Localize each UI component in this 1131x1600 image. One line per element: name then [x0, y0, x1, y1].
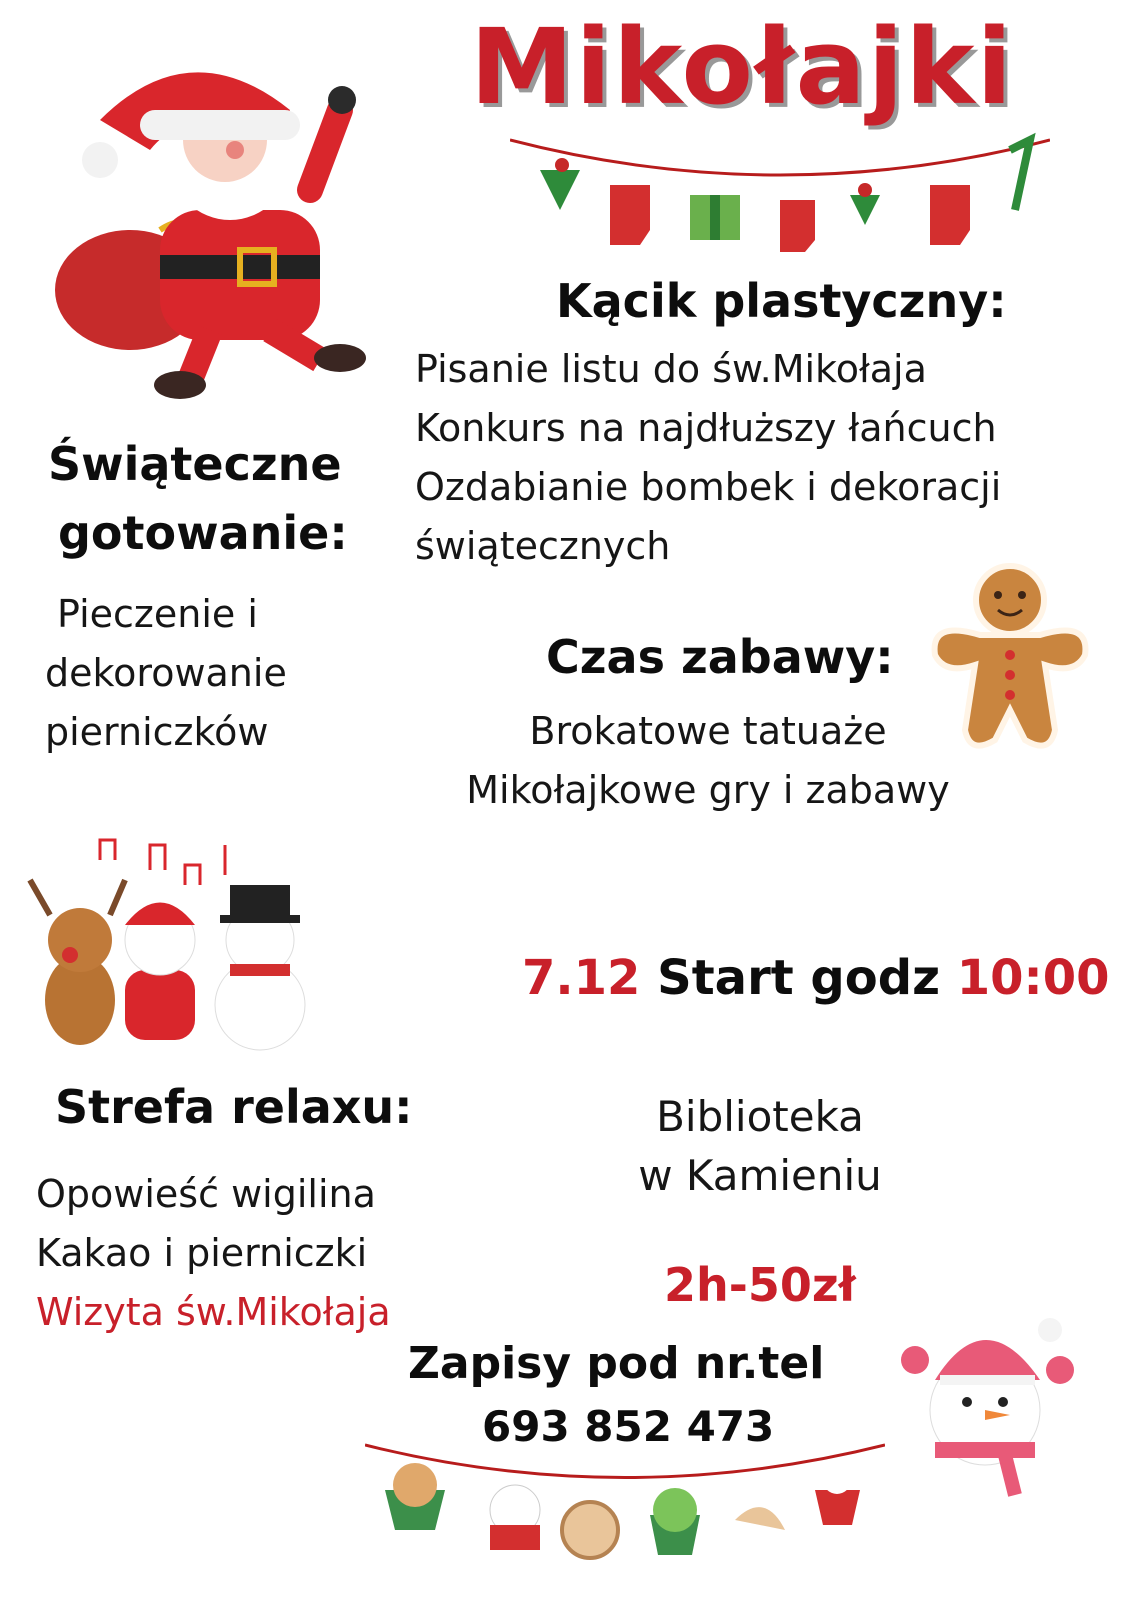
- start-time: 10:00: [956, 950, 1110, 1006]
- list-item: Brokatowe tatuaże: [529, 709, 887, 753]
- kacik-list: [415, 340, 1001, 576]
- zabawa-list: [438, 702, 978, 820]
- place-line1: Biblioteka: [656, 1092, 864, 1141]
- gotowanie-heading: [48, 430, 348, 568]
- start-date: 7.12: [522, 950, 641, 1006]
- kacik-heading: Kącik plastyczny:: [556, 274, 1007, 328]
- signup-label: Zapisy pod nr.tel: [408, 1338, 825, 1389]
- relax-heading: Strefa relaxu:: [55, 1080, 413, 1134]
- gotowanie-heading-line1: Świąteczne: [48, 437, 342, 491]
- list-item: Pieczenie i: [57, 592, 258, 636]
- list-item: Ozdabianie bombek i dekoracji: [415, 464, 1002, 509]
- zabawa-heading: Czas zabawy:: [546, 630, 894, 684]
- garland-top-icon: [510, 130, 1050, 260]
- place-line2: w Kamieniu: [638, 1150, 882, 1200]
- gotowanie-heading-line2: gotowanie:: [58, 506, 348, 560]
- list-item: Mikołajkowe gry i zabawy: [466, 767, 950, 812]
- list-item: Kakao i pierniczki: [36, 1230, 368, 1275]
- start-text: Start godz: [657, 950, 941, 1006]
- relax-highlight: Wizyta św.Mikołaja: [36, 1289, 391, 1334]
- price: 2h-50zł: [664, 1258, 856, 1312]
- page-title: Mikołajki: [470, 6, 1015, 128]
- gotowanie-list: [45, 585, 287, 762]
- signup-phone: 693 852 473: [482, 1402, 775, 1451]
- list-item: świątecznych: [415, 523, 671, 568]
- start-info: [522, 950, 1110, 1006]
- relax-list: [36, 1165, 391, 1342]
- list-item: dekorowanie: [45, 650, 287, 695]
- list-item: Pisanie listu do św.Mikołaja: [415, 347, 927, 391]
- list-item: pierniczków: [45, 709, 269, 754]
- singing-trio-icon: [20, 830, 320, 1060]
- list-item: Opowieść wigilina: [36, 1172, 376, 1216]
- santa-icon: [40, 40, 380, 400]
- garland-bottom-icon: [365, 1430, 885, 1570]
- place: [600, 1088, 920, 1206]
- list-item: Konkurs na najdłuższy łańcuch: [415, 405, 997, 450]
- snowman-icon: [895, 1310, 1085, 1500]
